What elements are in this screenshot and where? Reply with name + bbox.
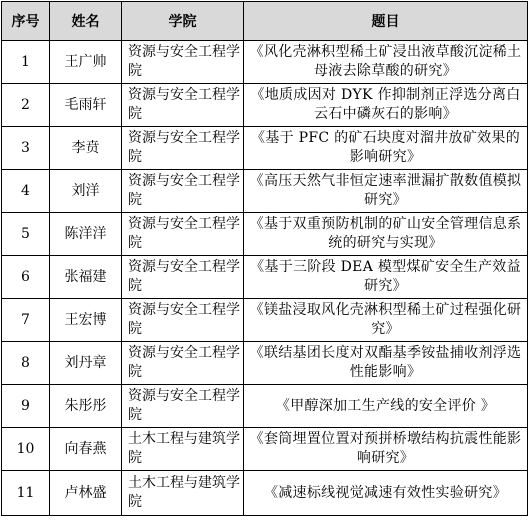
cell-no: 7: [2, 299, 50, 342]
cell-title: 《基于三阶段 DEA 模型煤矿安全生产效益研究》: [244, 256, 528, 299]
cell-school: 资源与安全工程学院: [122, 385, 244, 428]
cell-no: 10: [2, 428, 50, 471]
table-row: [2, 41, 528, 84]
cell-title: 《镁盐浸取风化壳淋积型稀土矿过程强化研究》: [244, 299, 528, 342]
cell-no: 5: [2, 213, 50, 256]
cell-name: 李贲: [50, 127, 122, 170]
cell-name: 刘洋: [50, 170, 122, 213]
table-row: [2, 342, 528, 385]
table-row: [2, 256, 528, 299]
cell-name: 向春燕: [50, 428, 122, 471]
cell-no: 3: [2, 127, 50, 170]
cell-title: 《甲醇深加工生产线的安全评价 》: [244, 385, 528, 428]
cell-school: 资源与安全工程学院: [122, 127, 244, 170]
table-row: [2, 213, 528, 256]
cell-title: 《高压天然气非恒定速率泄漏扩散数值模拟研究》: [244, 170, 528, 213]
cell-school: 资源与安全工程学院: [122, 213, 244, 256]
cell-school: 资源与安全工程学院: [122, 84, 244, 127]
cell-title: 《地质成因对 DYK 作抑制剂正浮选分离白云石中磷灰石的影响》: [244, 84, 528, 127]
cell-name: 王宏博: [50, 299, 122, 342]
cell-school: 土木工程与建筑学院: [122, 471, 244, 516]
cell-name: 卢林盛: [50, 471, 122, 516]
cell-school: 资源与安全工程学院: [122, 41, 244, 84]
cell-title: 《基于双重预防机制的矿山安全管理信息系统的研究与实现》: [244, 213, 528, 256]
cell-no: 1: [2, 41, 50, 84]
cell-no: 9: [2, 385, 50, 428]
table-row: [2, 127, 528, 170]
cell-no: 4: [2, 170, 50, 213]
cell-school: 资源与安全工程学院: [122, 256, 244, 299]
table-row: [2, 170, 528, 213]
header-school: 学院: [122, 2, 244, 41]
cell-school: 资源与安全工程学院: [122, 299, 244, 342]
cell-no: 2: [2, 84, 50, 127]
cell-name: 刘丹章: [50, 342, 122, 385]
cell-name: 朱彤彤: [50, 385, 122, 428]
cell-title: 《减速标线视觉减速有效性实验研究》: [244, 471, 528, 516]
table-header-row: [2, 2, 528, 41]
table-row: [2, 385, 528, 428]
table-row: [2, 299, 528, 342]
cell-no: 8: [2, 342, 50, 385]
cell-title: 《套筒埋置位置对预拼桥墩结构抗震性能影响研究》: [244, 428, 528, 471]
results-table: [1, 1, 528, 516]
cell-name: 王广帅: [50, 41, 122, 84]
cell-title: 《联结基团长度对双酯基季铵盐捕收剂浮选性能影响》: [244, 342, 528, 385]
header-title: 题目: [244, 2, 528, 41]
cell-school: 资源与安全工程学院: [122, 342, 244, 385]
table-row: [2, 428, 528, 471]
cell-school: 土木工程与建筑学院: [122, 428, 244, 471]
cell-school: 资源与安全工程学院: [122, 170, 244, 213]
cell-no: 11: [2, 471, 50, 516]
cell-no: 6: [2, 256, 50, 299]
cell-name: 毛雨轩: [50, 84, 122, 127]
cell-name: 陈洋洋: [50, 213, 122, 256]
header-name: 姓名: [50, 2, 122, 41]
header-no: 序号: [2, 2, 50, 41]
cell-title: 《基于 PFC 的矿石块度对溜井放矿效果的影响研究》: [244, 127, 528, 170]
cell-title: 《风化壳淋积型稀土矿浸出液草酸沉淀稀土母液去除草酸的研究》: [244, 41, 528, 84]
table-row: [2, 84, 528, 127]
cell-name: 张福建: [50, 256, 122, 299]
table-row: [2, 471, 528, 516]
